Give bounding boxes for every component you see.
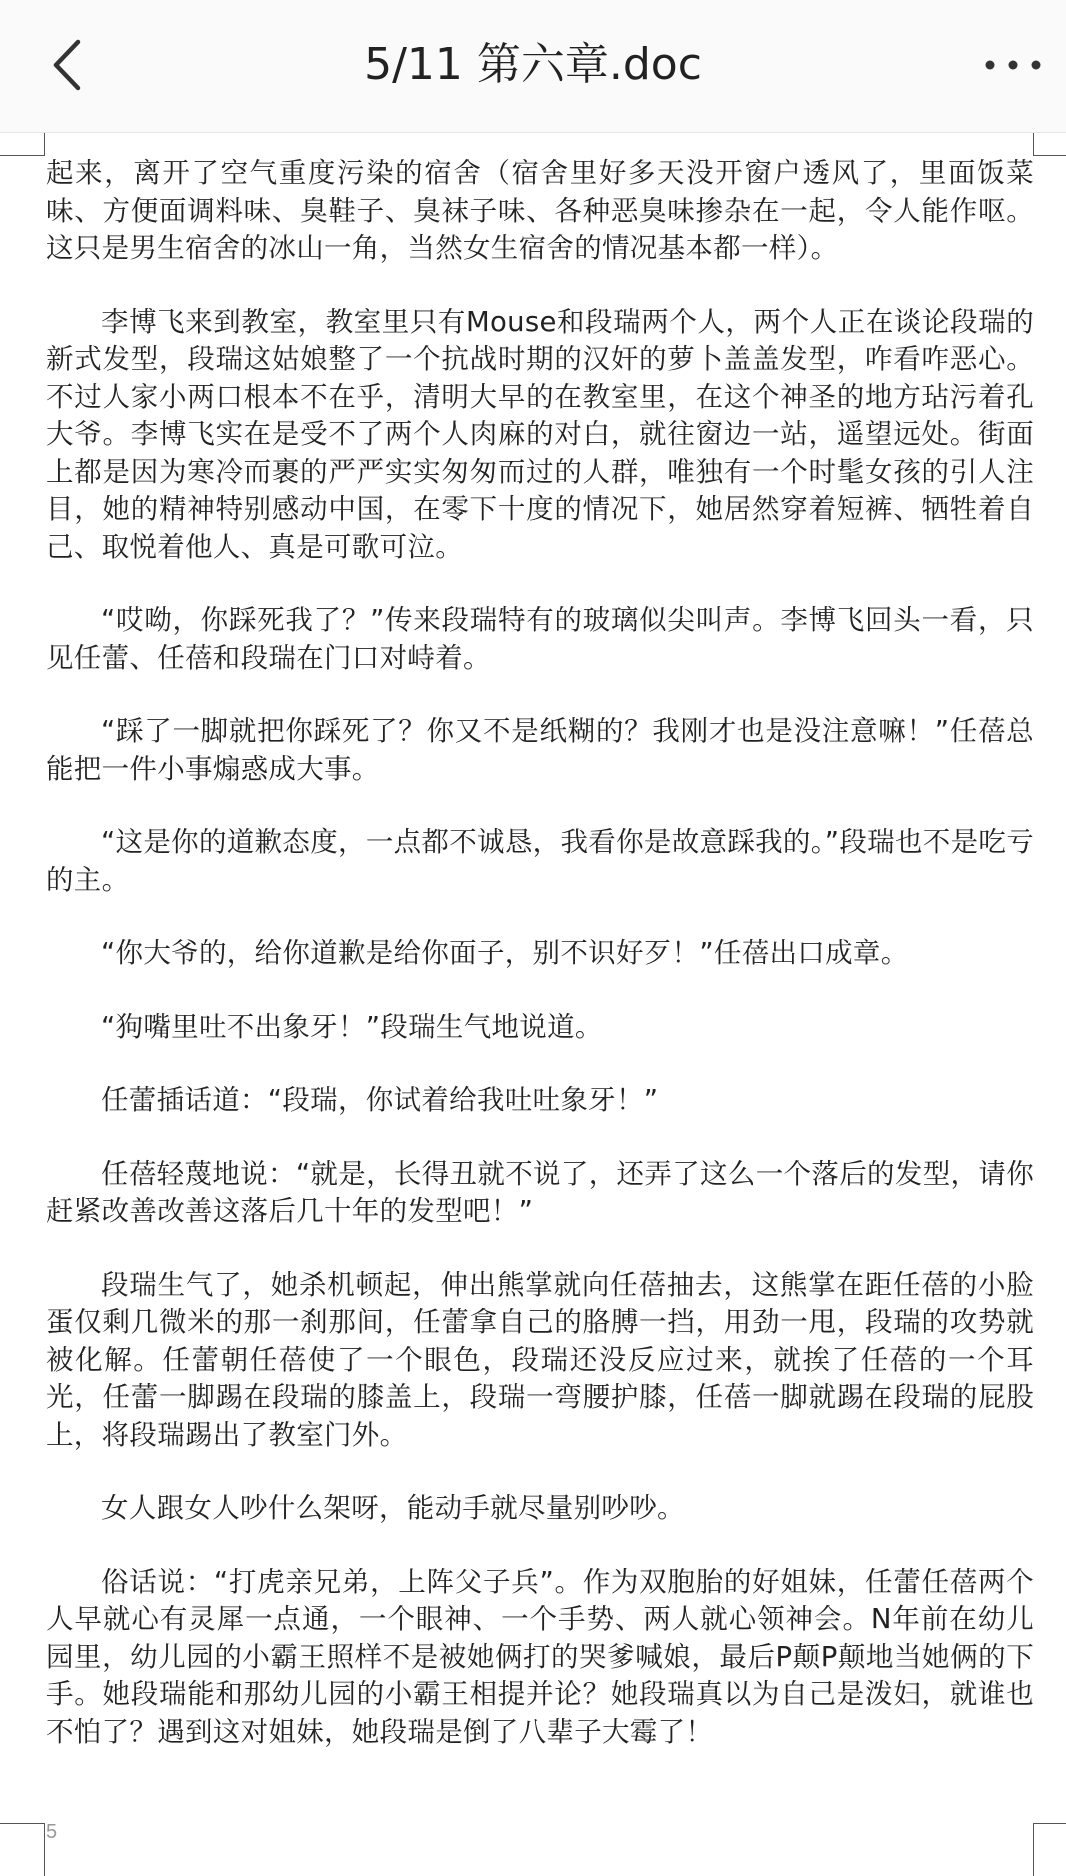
page-corner-mark-bottom-left [0, 1823, 45, 1876]
paragraph: 任蕾插话道：“段瑞，你试着给我吐吐象牙！” [101, 1084, 659, 1116]
paragraph: “这是你的道歉态度，一点都不诚恳，我看你是故意踩我的。”段瑞也不是吃亏的主。 [46, 826, 1034, 896]
paragraph: 俗话说：“打虎亲兄弟，上阵父子兵”。作为双胞胎的好姐妹，任蕾任蓓两个人早就心有灵犀一点通，一个眼神、一个手势、两人就心领神会。N年前在幼儿园里，幼儿园的小霸王照样不是被她俩打的哭爹喊娘，最后P颠P颠地当她俩的下手。她段瑞能和那幼儿园的小霸王相提并论？她段瑞真以为自己是泼妇，就谁也不怕了？遇到这对姐妹，她段瑞是倒了八辈子大霉了！ [46, 1565, 1034, 1748]
paragraph: “踩了一脚就把你踩死了？你又不是纸糊的？我刚才也是没注意嘛！”任蓓总能把一件小事煽惑成大事。 [46, 715, 1034, 785]
more-options-button[interactable] [980, 40, 1046, 90]
paragraph: “哎呦，你踩死我了？”传来段瑞特有的玻璃似尖叫声。李博飞回头一看，只见任蕾、任蓓和段瑞在门口对峙着。 [46, 604, 1034, 674]
paragraph: 起来，离开了空气重度污染的宿舍（宿舍里好多天没开窗户透风了，里面饭菜味、方便面调料味、臭鞋子、臭袜子味、各种恶臭味掺杂在一起，令人能作呕。这只是男生宿舍的冰山一角，当然女生宿舍的情况基本都一样）。 [46, 157, 1034, 264]
chevron-left-icon [44, 30, 96, 100]
paragraph: “你大爷的，给你道歉是给你面子，别不识好歹！”任蓓出口成章。 [101, 937, 909, 969]
top-bar [0, 0, 1066, 133]
paragraph: 段瑞生气了，她杀机顿起，伸出熊掌就向任蓓抽去，这熊掌在距任蓓的小脸蛋仅剩几微米的那一刹那间，任蕾拿自己的胳膊一挡，用劲一甩，段瑞的攻势就被化解。任蕾朝任蓓使了一个眼色，段瑞还没反应过来，就挨了任蓓的一个耳光，任蕾一脚踢在段瑞的膝盖上，段瑞一弯腰护膝，任蓓一脚就踢在段瑞的屁股上，将段瑞踢出了教室门外。 [46, 1268, 1034, 1451]
document-body [46, 155, 1034, 1787]
document-title: 5/11 第六章.doc [364, 39, 702, 90]
page-corner-mark-top-left [0, 133, 45, 156]
paragraph: 女人跟女人吵什么架呀，能动手就尽量别吵吵。 [101, 1492, 685, 1524]
more-horizontal-icon [980, 40, 1046, 90]
paragraph: 任蓓轻蔑地说：“就是，长得丑就不说了，还弄了这么一个落后的发型，请你赶紧改善改善这落后几十年的发型吧！” [46, 1157, 1034, 1227]
page-corner-mark-bottom-right [1033, 1823, 1066, 1876]
paragraph: 李博飞来到教室，教室里只有Mouse和段瑞两个人，两个人正在谈论段瑞的新式发型，段瑞这姑娘整了一个抗战时期的汉奸的萝卜盖盖发型，咋看咋恶心。不过人家小两口根本不在乎，清明大早的在教室里，在这个神圣的地方玷污着孔大爷。李博飞实在是受不了两个人肉麻的对白，就往窗边一站，遥望远处。街面上都是因为寒冷而裹的严严实实匆匆而过的人群，唯独有一个时髦女孩的引人注目，她的精神特别感动中国，在零下十度的情况下，她居然穿着短裤、牺牲着自己、取悦着他人、真是可歌可泣。 [46, 305, 1034, 563]
page-number: 5 [46, 1821, 58, 1843]
back-button[interactable] [44, 30, 96, 100]
page-corner-mark-top-right [1033, 133, 1066, 156]
document-page[interactable] [0, 133, 1066, 1875]
paragraph: “狗嘴里吐不出象牙！”段瑞生气地说道。 [101, 1010, 603, 1043]
